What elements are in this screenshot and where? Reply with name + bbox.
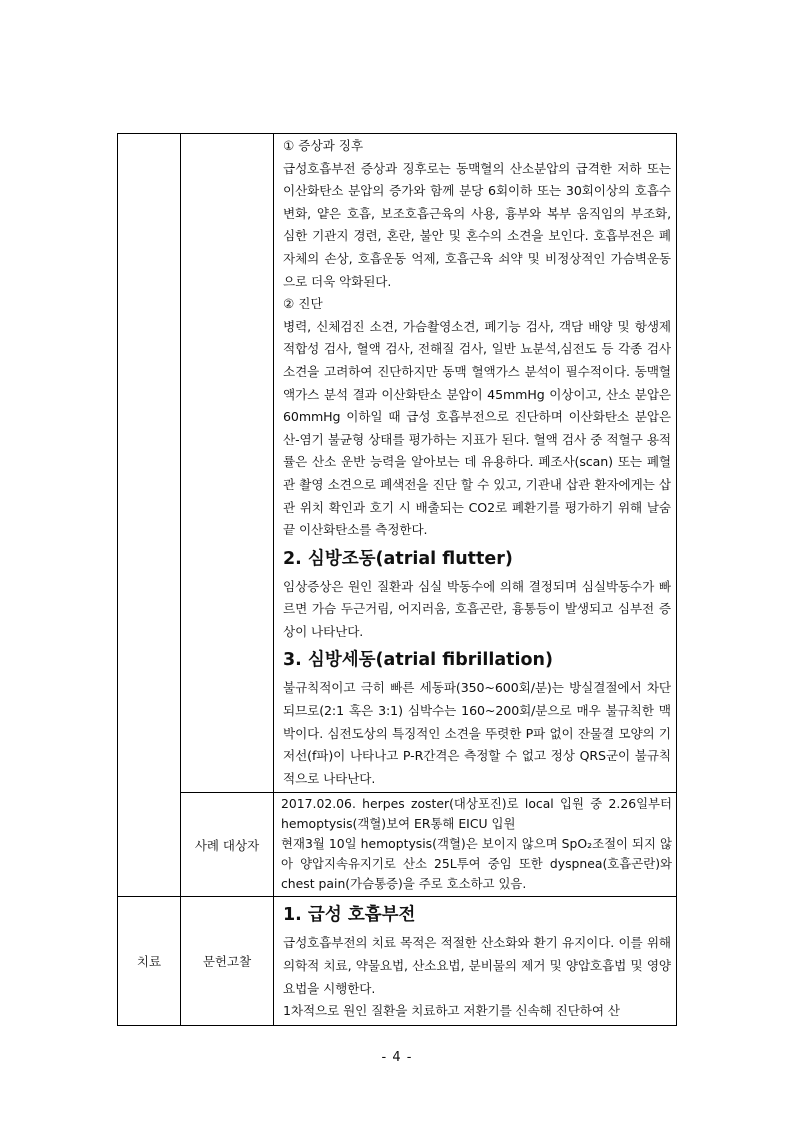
literature-content xyxy=(274,134,676,792)
case-label: 사례 대상자 xyxy=(194,837,260,853)
literature-label-cell xyxy=(181,897,274,1025)
treatment-content-cell xyxy=(274,897,677,1025)
literature-content-cell xyxy=(274,134,677,793)
empty-subcategory-cell xyxy=(181,134,274,793)
empty-category-cell xyxy=(118,134,181,897)
treatment-row xyxy=(118,897,677,1025)
case-content-cell xyxy=(274,793,677,897)
treatment-heading: 1. 급성 호흡부전 xyxy=(283,905,416,926)
flutter-heading: 2. 심방조동(atrial flutter) xyxy=(283,548,513,569)
symptoms-paragraph: 급성호흡부전 증상과 징후로는 동맥혈의 산소분압의 급격한 저하 또는 이산화탄소 분압의 증가와 함께 분당 6회이하 또는 30회이상의 호흡수 변화, 얕은 호흡, 보조호흡근육의 사용, 흉부와 복부 움직임의 부조화, 심한 기관지 경련, 혼란, 불안 및 혼수의 소견을 보인다. 호흡부전은 폐 자체의 손상, 호흡운동 억제, 호흡근육 쇠약 및 비정상적인 가슴벽운동으로 더욱 악화된다. xyxy=(283,160,671,289)
treatment-paragraph-2: 1차적으로 원인 질환을 치료하고 저환기를 신속해 진단하여 산 xyxy=(283,1003,620,1019)
fibrillation-heading: 3. 심방세동(atrial fibrillation) xyxy=(283,650,554,671)
literature-row xyxy=(118,134,677,793)
diagnosis-paragraph: 병력, 신체검진 소견, 가슴촬영소견, 폐기능 검사, 객담 배양 및 항생제 적합성 검사, 혈액 검사, 전해질 검사, 일반 뇨분석,심전도 등 각종 검사 소견을 고려하여 진단하지만 동맥 혈액가스 분석이 필수적이다. 동맥혈액가스 분석 결과 이산화탄소 분압이 45mmHg 이상이고, 산소 분압은 60mmHg 이하일 때 급성 호흡부전으로 진단하며 이산화탄소 분압은 산-염기 불균형 상태를 평가하는 지표가 된다. 혈액 검사 중 적혈구 용적률은 산소 운반 능력을 알아보는 데 유용하다. 폐조사(scan) 또는 폐혈관 촬영 소견으로 폐색전을 진단 할 수 있고, 기관내 삽관 환자에게는 삽관 위치 확인과 호기 시 배출되는 CO2로 폐환기를 평가하기 위해 날숨 끝 이산화탄소를 측정한다. xyxy=(283,318,671,538)
treatment-label-cell xyxy=(118,897,181,1025)
case-row xyxy=(118,793,677,897)
symptoms-title: ① 증상과 징후 xyxy=(283,138,364,153)
case-line-2: 현재3월 10일 hemoptysis(객혈)은 보이지 않으며 SpO₂조절이 되지 않아 양압지속유지기로 산소 25L투여 중임 또한 dyspnea(호흡곤란)와 chest pain(가슴통증)을 주로 호소하고 있음. xyxy=(281,836,672,892)
flutter-paragraph: 임상증상은 원인 질환과 심실 박동수에 의해 결정되며 심실박동수가 빠르면 가슴 두근거림, 어지러움, 호흡곤란, 흉통등이 발생되고 심부전 증상이 나타난다. xyxy=(283,578,671,639)
case-label-cell xyxy=(181,793,274,897)
page-number: - 4 - xyxy=(381,1050,413,1065)
case-line-1: 2017.02.06. herpes zoster(대상포진)로 local 입원 중 2.26일부터 hemoptysis(객혈)보여 ER통해 EICU 입원 xyxy=(281,796,672,832)
diagnosis-title: ② 진단 xyxy=(283,296,323,312)
treatment-content xyxy=(274,897,676,1024)
fibrillation-paragraph: 불규칙적이고 극히 빠른 세동파(350~600회/분)는 방실결절에서 차단되므로(2:1 혹은 3:1) 심박수는 160~200회/분으로 매우 불규칙한 맥박이다. 심전도상의 특징적인 소견을 뚜렷한 P파 없이 잔물결 모양의 기저선(f파)이 나타나고 P-R간격은 측정할 수 없고 정상 QRS군이 불규칙적으로 나타난다. xyxy=(283,680,671,786)
content-table xyxy=(117,133,677,1026)
treatment-label: 치료 xyxy=(136,954,162,970)
case-content xyxy=(274,793,676,896)
literature-label: 문헌고찰 xyxy=(202,954,252,970)
treatment-paragraph-1: 급성호흡부전의 치료 목적은 적절한 산소화와 환기 유지이다. 이를 위해 의학적 치료, 약물요법, 산소요법, 분비물의 제거 및 양압호흡법 및 영양 요법을 시행한다. xyxy=(283,935,671,996)
